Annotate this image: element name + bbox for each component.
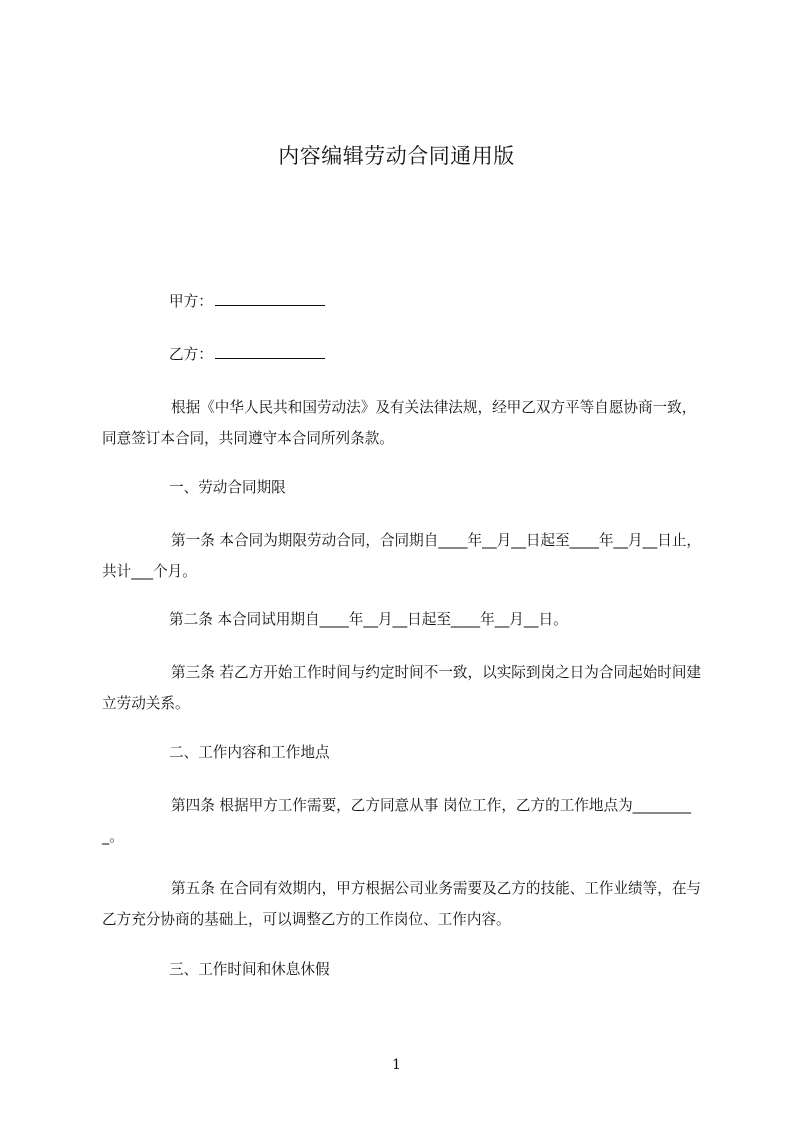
article-5-text: 第五条 在合同有效期内，甲方根据公司业务需要及乙方的技能、工作业绩等，在与乙方充分协商的基础上，可以调整乙方的工作岗位、工作内容。 xyxy=(102,880,702,928)
article-4-paragraph xyxy=(102,790,706,852)
party-b-blank xyxy=(215,344,325,359)
party-a-label: 甲方： xyxy=(169,293,213,310)
article-3-paragraph xyxy=(102,657,706,719)
intro-text: 根据《中华人民共和国劳动法》及有关法律法规，经甲乙双方平等自愿协商一致，同意签订本合同，共同遵守本合同所列条款。 xyxy=(102,399,697,447)
article-1-paragraph xyxy=(102,525,706,587)
page-number: 1 xyxy=(392,1057,401,1073)
section-heading-2: 二、工作内容和工作地点 xyxy=(169,744,330,761)
document-title: 内容编辑劳动合同通用版 xyxy=(278,144,515,168)
article-2-paragraph: 第二条 本合同试用期自____年__月__日起至____年__月__日。 xyxy=(169,611,568,628)
article-5-paragraph xyxy=(102,873,706,935)
intro-paragraph xyxy=(102,392,706,454)
section-heading-1: 一、劳动合同期限 xyxy=(169,479,286,496)
section-heading-3: 三、工作时间和休息休假 xyxy=(169,961,330,978)
article-4-text: 第四条 根据甲方工作需要，乙方同意从事 岗位工作，乙方的工作地点为_________。 xyxy=(102,797,692,845)
party-b-label: 乙方： xyxy=(169,346,213,363)
party-b-line xyxy=(169,344,325,365)
party-a-blank xyxy=(215,291,325,306)
article-1-text: 第一条 本合同为期限劳动合同，合同期自____年__月__日起至____年__月__日止，共计___个月。 xyxy=(102,532,702,580)
article-3-text: 第三条 若乙方开始工作时间与约定时间不一致，以实际到岗之日为合同起始时间建立劳动关系。 xyxy=(102,664,702,712)
party-a-line xyxy=(169,291,325,312)
